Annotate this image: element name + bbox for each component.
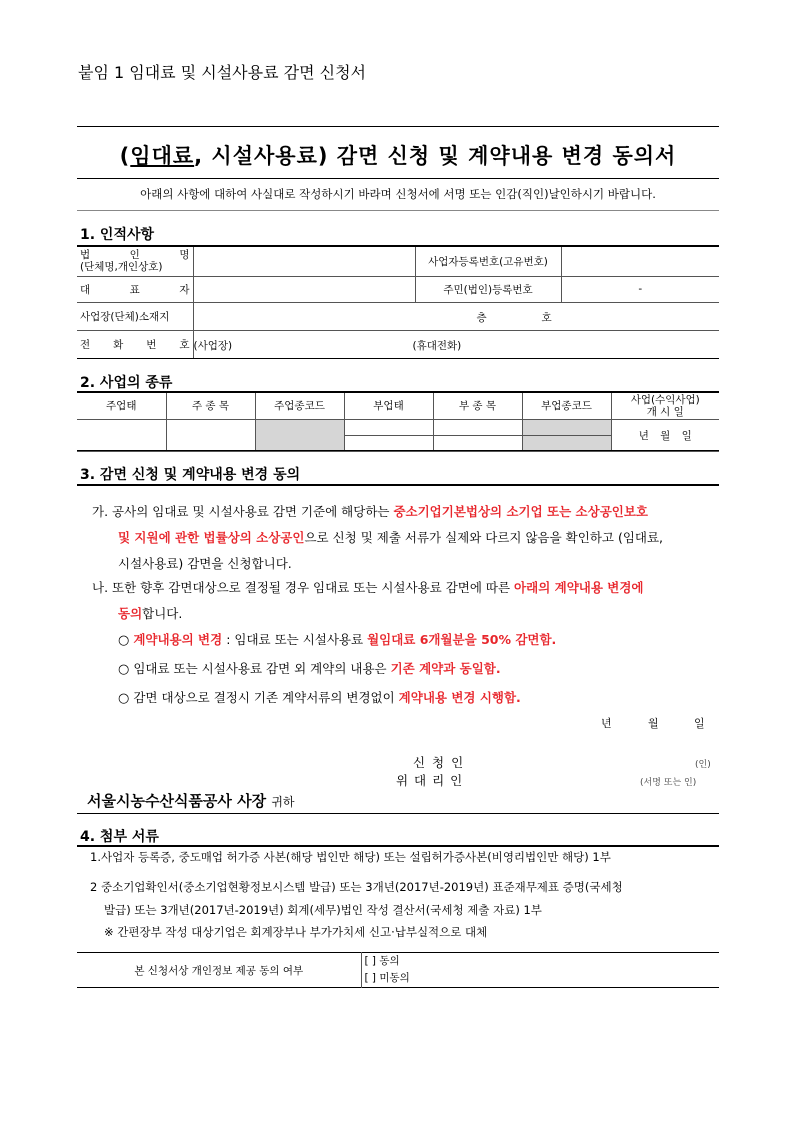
section4-rule — [77, 845, 719, 847]
header-sub-item: 부 종 목 — [433, 392, 522, 419]
section2-bottom-rule — [77, 450, 719, 451]
applicant-label: 신 청 인 — [413, 755, 464, 770]
attach-item-2-line1: 2 중소기업확인서(중소기업현황정보시스템 발급) 또는 3개년(2017년-2019년) 표준재무제표 증명(국세청 — [90, 880, 623, 894]
name-label-cell — [77, 246, 193, 276]
name-value-cell[interactable] — [193, 246, 415, 276]
ga-text2: 으로 신청 및 제출 서류가 실제와 다르지 않음을 확인하고 (임대료, — [304, 530, 664, 545]
rep-value-cell[interactable] — [193, 276, 415, 302]
phone-value-cell[interactable] — [193, 330, 719, 358]
biz-reg-label: 사업자등록번호(고유번호) — [415, 246, 561, 276]
rep-label: 대 표 자 — [77, 276, 193, 302]
b3-text: 감면 대상으로 결정시 기존 계약서류의 변경없이 — [133, 690, 399, 705]
na-prefix: 나. — [92, 580, 109, 595]
addressee-suffix: 귀하 — [271, 795, 295, 809]
address-value-cell[interactable] — [193, 302, 719, 330]
biz-reg-value-cell[interactable] — [561, 246, 719, 276]
b1-text: : 임대료 또는 시설사용료 — [222, 632, 368, 647]
resident-value-cell[interactable]: - — [561, 276, 719, 302]
ga-prefix: 가. — [92, 504, 109, 519]
section3-title: 3. 감면 신청 및 계약내용 변경 동의 — [80, 467, 301, 483]
room-label: 호 — [541, 311, 552, 324]
applicant-seal[interactable]: (인) — [695, 760, 711, 770]
document-title — [77, 140, 719, 170]
b2-red: 기존 계약과 동일함. — [390, 661, 501, 676]
bullet-icon: ○ — [118, 691, 130, 706]
business-type-table — [77, 391, 719, 452]
floor-label: 층 — [476, 311, 487, 324]
agent-label: 위 대 리 인 — [396, 773, 463, 788]
consent-disagree-checkbox[interactable]: [ ] 미동의 — [364, 972, 410, 984]
ga-text1: 공사의 임대료 및 시설사용료 감면 기준에 해당하는 — [112, 504, 394, 519]
resident-label: 주민(법인)등록번호 — [415, 276, 561, 302]
agent-seal[interactable]: (서명 또는 인) — [640, 778, 697, 788]
title-top-rule — [77, 126, 719, 127]
b1-red1: 계약내용의 변경 — [133, 632, 223, 647]
ga-text3: 시설사용료) 감면을 신청합니다. — [118, 556, 292, 571]
phone-label: 전 화 번 호 — [77, 330, 193, 358]
sub-business-cell-1[interactable] — [344, 419, 433, 435]
date-month: 월 — [648, 717, 659, 730]
intro-top-rule — [77, 178, 719, 179]
b2-text: 임대료 또는 시설사용료 감면 외 계약의 내용은 — [133, 661, 391, 676]
main-code-cell — [255, 419, 344, 451]
consent-options — [361, 953, 719, 988]
section3-rule — [77, 484, 719, 486]
header-sub-code: 부업종코드 — [522, 392, 611, 419]
title-rest: , 시설사용료) 감면 신청 및 계약내용 변경 동의서 — [194, 144, 677, 168]
header-sub-business: 부업태 — [344, 392, 433, 419]
b3-red: 계약내용 변경 시행함. — [398, 690, 521, 705]
b1-red2: 월임대료 6개월분을 50% 감면함. — [367, 632, 557, 647]
intro-bottom-rule — [77, 210, 719, 211]
sub-business-cell-2[interactable] — [344, 435, 433, 451]
ga-red2: 및 지원에 관한 법률상의 소상공인 — [118, 530, 305, 545]
personal-info-table — [77, 245, 719, 359]
section1-bottom-rule — [77, 358, 719, 359]
clause-ga — [92, 499, 722, 577]
date-day: 일 — [694, 717, 705, 730]
consent-table — [77, 952, 719, 988]
attachment-label: 붙임 1 임대료 및 시설사용료 감면 신청서 — [78, 63, 366, 82]
sub-item-cell-2[interactable] — [433, 435, 522, 451]
intro-text: 아래의 사항에 대하여 사실대로 작성하시기 바라며 신청서에 서명 또는 인감(직인)날인하시기 바랍니다. — [140, 187, 656, 201]
addressee-rule — [77, 813, 719, 814]
title-prefix: ( — [119, 144, 131, 168]
section1-title: 1. 인적사항 — [80, 227, 155, 243]
bullet-2 — [118, 656, 728, 683]
sub-code-cell-1 — [522, 419, 611, 435]
header-main-item: 주 종 목 — [166, 392, 255, 419]
na-text2: 합니다. — [142, 606, 183, 621]
na-text1: 또한 향후 감면대상으로 결정될 경우 임대료 또는 시설사용료 감면에 따른 — [112, 580, 515, 595]
bullet-icon: ○ — [118, 662, 130, 677]
na-red1: 아래의 계약내용 변경에 — [514, 580, 644, 595]
attach-item-1: 1.사업자 등록증, 중도매업 허가증 사본(해당 법인만 해당) 또는 설립허가증사본(비영리법인만 해당) 1부 — [90, 850, 611, 864]
sub-item-cell-1[interactable] — [433, 419, 522, 435]
attach-item-2-line2: 발급) 또는 3개년(2017년-2019년) 회계(세무)법인 작성 결산서(국세청 제출 자료) 1부 — [104, 903, 542, 917]
ga-red1: 중소기업기본법상의 소기업 또는 소상공인보호 — [393, 504, 648, 519]
main-business-cell[interactable] — [77, 419, 166, 451]
sub-code-cell-2 — [522, 435, 611, 451]
addressee — [87, 790, 295, 811]
header-main-business: 주업태 — [77, 392, 166, 419]
bullet-3 — [118, 685, 728, 712]
entity-name-label: (단체명,개인상호) — [80, 261, 163, 274]
date-year: 년 — [601, 717, 612, 730]
section2-title: 2. 사업의 종류 — [80, 375, 173, 391]
start-date-header-line1: 사업(수익사업) — [630, 393, 700, 406]
start-date-header-line2: 개 시 일 — [646, 405, 684, 418]
main-item-cell[interactable] — [166, 419, 255, 451]
header-main-code: 주업종코드 — [255, 392, 344, 419]
clause-na — [92, 575, 722, 627]
na-red2: 동의 — [118, 606, 143, 621]
title-underlined: 임대료 — [130, 144, 195, 168]
bullet-1 — [118, 627, 728, 654]
address-label: 사업장(단체)소재지 — [77, 302, 193, 330]
consent-label: 본 신청서상 개인정보 제공 동의 여부 — [77, 953, 361, 988]
header-start-date — [611, 392, 719, 419]
attach-note: ※ 간편장부 작성 대상기업은 회계장부나 부가가치세 신고·납부실적으로 대체 — [104, 925, 488, 939]
consent-agree-checkbox[interactable]: [ ] 동의 — [364, 955, 400, 967]
start-date-cell[interactable]: 년 월 일 — [611, 419, 719, 451]
corp-name-label: 법 인 명 — [80, 249, 190, 262]
addressee-name: 서울시농수산식품공사 사장 — [87, 792, 267, 810]
phone-mobile: (휴대전화) — [412, 339, 462, 352]
bullet-icon: ○ — [118, 633, 130, 648]
section4-title: 4. 첨부 서류 — [80, 829, 159, 845]
phone-business: (사업장) — [193, 339, 233, 352]
